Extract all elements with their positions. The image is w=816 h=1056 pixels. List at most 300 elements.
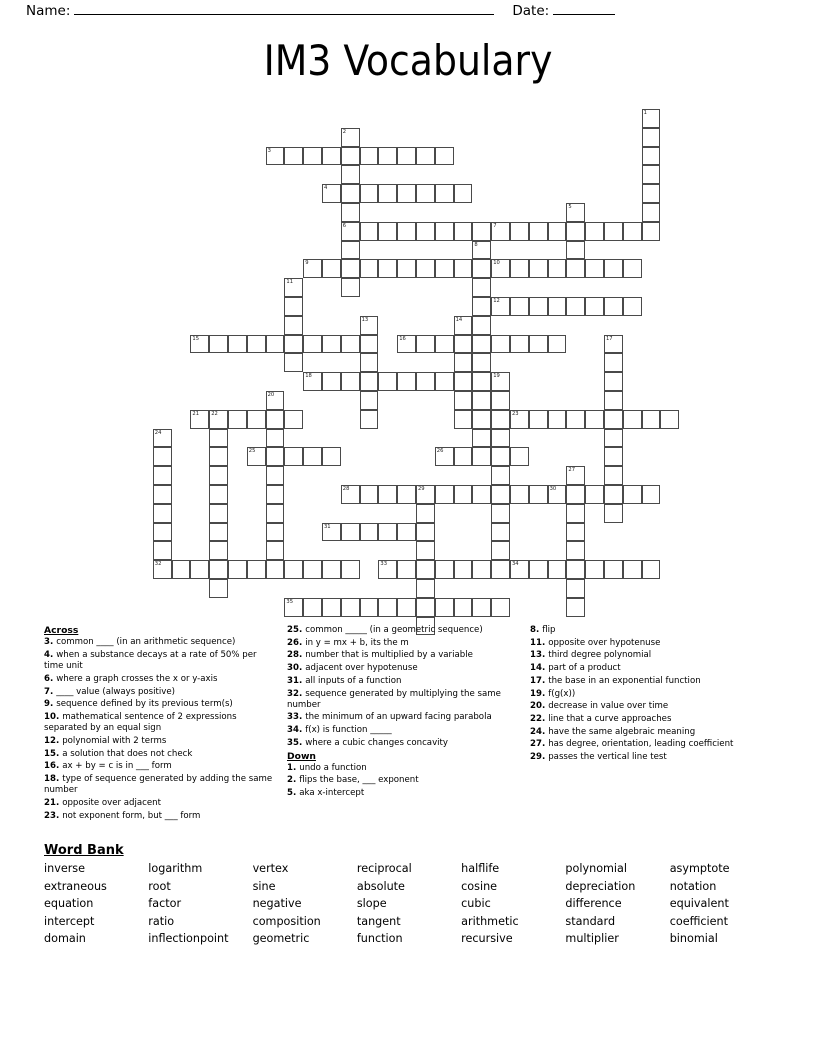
crossword-cell[interactable] <box>566 541 585 560</box>
crossword-cell[interactable] <box>416 335 435 354</box>
crossword-cell[interactable] <box>548 410 567 429</box>
crossword-cell[interactable] <box>341 523 360 542</box>
crossword-cell[interactable] <box>209 560 228 579</box>
crossword-cell[interactable] <box>416 523 435 542</box>
crossword-cell[interactable] <box>491 222 510 241</box>
crossword-cell[interactable] <box>284 410 303 429</box>
crossword-cell[interactable] <box>510 410 529 429</box>
crossword-cell[interactable] <box>341 222 360 241</box>
crossword-cell[interactable] <box>566 579 585 598</box>
crossword-cell[interactable] <box>266 391 285 410</box>
crossword-cell[interactable] <box>510 259 529 278</box>
crossword-cell[interactable] <box>435 259 454 278</box>
crossword-cell[interactable] <box>454 335 473 354</box>
crossword-cell[interactable] <box>397 259 416 278</box>
crossword-cell[interactable] <box>472 259 491 278</box>
crossword-cell[interactable] <box>360 147 379 166</box>
crossword-cell[interactable] <box>623 410 642 429</box>
clue-number: 2. <box>287 775 300 786</box>
crossword-cell[interactable] <box>416 504 435 523</box>
crossword-cell[interactable] <box>642 203 661 222</box>
crossword-cell[interactable] <box>548 297 567 316</box>
crossword-cell[interactable] <box>454 184 473 203</box>
crossword-cell-number: 24 <box>154 429 162 436</box>
crossword-cell[interactable] <box>341 335 360 354</box>
crossword-cell[interactable] <box>454 598 473 617</box>
crossword-cell[interactable] <box>378 523 397 542</box>
crossword-cell[interactable] <box>472 560 491 579</box>
clue-number: 10. <box>44 711 63 722</box>
crossword-cell[interactable] <box>209 579 228 598</box>
crossword-cell-number: 14 <box>455 316 463 323</box>
word-bank-item: reciprocal <box>356 862 412 875</box>
crossword-cell[interactable] <box>378 147 397 166</box>
crossword-cell[interactable] <box>604 259 623 278</box>
crossword-cell[interactable] <box>266 560 285 579</box>
crossword-cell[interactable] <box>566 297 585 316</box>
crossword-cell[interactable] <box>472 222 491 241</box>
crossword-cell[interactable] <box>416 372 435 391</box>
crossword-cell[interactable] <box>491 466 510 485</box>
crossword-cell[interactable] <box>566 504 585 523</box>
crossword-cell[interactable] <box>209 541 228 560</box>
crossword-cell[interactable] <box>491 372 510 391</box>
crossword-cell[interactable] <box>491 429 510 448</box>
crossword-cell[interactable] <box>472 410 491 429</box>
crossword-cell[interactable] <box>604 466 623 485</box>
crossword-cell[interactable] <box>529 560 548 579</box>
crossword-cell[interactable] <box>472 447 491 466</box>
crossword-cell[interactable] <box>529 222 548 241</box>
crossword-cell[interactable] <box>491 485 510 504</box>
crossword-cell[interactable] <box>153 504 172 523</box>
across-heading: Across <box>44 625 79 636</box>
crossword-cell[interactable] <box>604 447 623 466</box>
crossword-cell[interactable] <box>266 447 285 466</box>
crossword-cell[interactable] <box>303 372 322 391</box>
crossword-cell[interactable] <box>566 485 585 504</box>
crossword-cell[interactable] <box>566 259 585 278</box>
word-bank-item: halflife <box>461 862 500 875</box>
crossword-cell[interactable] <box>454 316 473 335</box>
crossword-cell[interactable] <box>491 523 510 542</box>
clue-item <box>287 738 520 749</box>
crossword-cell[interactable] <box>360 353 379 372</box>
crossword-cell[interactable] <box>247 447 266 466</box>
crossword-cell[interactable] <box>153 485 172 504</box>
crossword-cell[interactable] <box>642 410 661 429</box>
clue-text: adjacent over hypotenuse <box>305 663 418 674</box>
crossword-cell[interactable] <box>322 560 341 579</box>
word-bank-item: slope <box>356 897 387 910</box>
crossword-cell[interactable] <box>623 560 642 579</box>
crossword-cell[interactable] <box>360 335 379 354</box>
crossword-cell[interactable] <box>360 485 379 504</box>
crossword-cell[interactable] <box>397 598 416 617</box>
crossword-cell[interactable] <box>360 523 379 542</box>
crossword-cell[interactable] <box>604 485 623 504</box>
word-bank-item: standard <box>565 914 616 928</box>
crossword-cell[interactable] <box>604 222 623 241</box>
word-bank-item: coefficient <box>669 914 729 928</box>
crossword-cell-number: 1 <box>643 110 647 116</box>
clue-item <box>530 739 764 750</box>
crossword-cell[interactable] <box>284 560 303 579</box>
crossword-cell[interactable] <box>341 241 360 260</box>
crossword-cell[interactable] <box>472 335 491 354</box>
crossword-cell[interactable] <box>472 353 491 372</box>
crossword-cell[interactable] <box>341 184 360 203</box>
crossword-cell[interactable] <box>642 165 661 184</box>
crossword-cell-number: 19 <box>493 373 500 380</box>
crossword-cell[interactable] <box>284 598 303 617</box>
crossword-cell-number: 5 <box>568 204 572 210</box>
crossword-cell[interactable] <box>341 372 360 391</box>
crossword-cell[interactable] <box>303 259 322 278</box>
crossword-cell[interactable] <box>623 297 642 316</box>
crossword-cell[interactable] <box>454 447 473 466</box>
crossword-cell[interactable] <box>209 504 228 523</box>
name-write-line[interactable] <box>74 2 494 15</box>
word-bank-item: recursive <box>461 932 513 945</box>
crossword-cell[interactable] <box>642 184 661 203</box>
crossword-cell[interactable] <box>585 297 604 316</box>
crossword-cell[interactable] <box>397 523 416 542</box>
crossword-cell[interactable] <box>378 560 397 579</box>
crossword-cell[interactable] <box>585 259 604 278</box>
clue-item <box>530 676 764 687</box>
word-bank-item: extraneous <box>44 879 107 893</box>
word-bank-item: vertex <box>252 862 289 875</box>
crossword-cell[interactable] <box>228 560 247 579</box>
crossword-cell[interactable] <box>491 297 510 316</box>
crossword-cell[interactable] <box>284 147 303 166</box>
crossword-cell[interactable] <box>378 259 397 278</box>
crossword-cell[interactable] <box>284 278 303 297</box>
crossword-cell[interactable] <box>604 297 623 316</box>
crossword-cell[interactable] <box>341 278 360 297</box>
clue-item <box>44 650 277 672</box>
crossword-cell[interactable] <box>360 598 379 617</box>
crossword-cell[interactable] <box>566 410 585 429</box>
crossword-cell[interactable] <box>491 504 510 523</box>
crossword-cell[interactable] <box>416 147 435 166</box>
word-bank-item: notation <box>669 879 717 893</box>
crossword-cell[interactable] <box>416 184 435 203</box>
crossword-cell[interactable] <box>341 165 360 184</box>
crossword-cell[interactable] <box>153 523 172 542</box>
word-bank-item: cosine <box>461 879 498 893</box>
crossword-cell[interactable] <box>209 523 228 542</box>
crossword-cell[interactable] <box>435 598 454 617</box>
crossword-cell[interactable] <box>566 523 585 542</box>
crossword-cell[interactable] <box>266 147 285 166</box>
crossword-cell[interactable] <box>322 372 341 391</box>
crossword-cell[interactable] <box>397 222 416 241</box>
crossword-cell[interactable] <box>247 335 266 354</box>
clue-text: flips the base, ___ exponent <box>299 775 419 786</box>
crossword-cell[interactable] <box>623 259 642 278</box>
crossword-cell[interactable] <box>341 147 360 166</box>
crossword-cell[interactable] <box>566 222 585 241</box>
crossword-cell[interactable] <box>491 598 510 617</box>
crossword-cell[interactable] <box>266 335 285 354</box>
crossword-cell[interactable] <box>435 560 454 579</box>
crossword-cell[interactable] <box>529 335 548 354</box>
crossword-cell[interactable] <box>454 485 473 504</box>
crossword-cell[interactable] <box>642 128 661 147</box>
crossword-cell[interactable] <box>529 410 548 429</box>
crossword-cell[interactable] <box>472 241 491 260</box>
crossword-cell[interactable] <box>303 335 322 354</box>
crossword-cell[interactable] <box>378 222 397 241</box>
crossword-cell[interactable] <box>566 203 585 222</box>
crossword-cell[interactable] <box>397 485 416 504</box>
crossword-cell[interactable] <box>416 222 435 241</box>
crossword-cell[interactable] <box>303 598 322 617</box>
crossword-cell[interactable] <box>510 297 529 316</box>
crossword-cell[interactable] <box>190 560 209 579</box>
crossword-cell[interactable] <box>435 485 454 504</box>
crossword-cell[interactable] <box>341 598 360 617</box>
crossword-cell[interactable] <box>397 372 416 391</box>
crossword-cell[interactable] <box>209 466 228 485</box>
word-bank-item: equation <box>44 897 94 910</box>
crossword-cell[interactable] <box>491 447 510 466</box>
crossword-cell[interactable] <box>529 485 548 504</box>
crossword-cell[interactable] <box>266 410 285 429</box>
crossword-cell[interactable] <box>360 259 379 278</box>
crossword-grid[interactable] <box>0 100 816 620</box>
crossword-cell[interactable] <box>397 147 416 166</box>
crossword-cell[interactable] <box>454 259 473 278</box>
clue-text: f(x) is function _____ <box>305 725 392 736</box>
crossword-cell[interactable] <box>604 391 623 410</box>
crossword-cell[interactable] <box>322 184 341 203</box>
crossword-cell[interactable] <box>585 560 604 579</box>
crossword-cell[interactable] <box>153 466 172 485</box>
crossword-cell-number: 10 <box>493 260 500 267</box>
crossword-cell[interactable] <box>566 560 585 579</box>
crossword-cell[interactable] <box>585 485 604 504</box>
crossword-cell[interactable] <box>378 485 397 504</box>
crossword-cell[interactable] <box>604 353 623 372</box>
crossword-cell[interactable] <box>623 485 642 504</box>
crossword-cell[interactable] <box>604 429 623 448</box>
crossword-cell[interactable] <box>247 560 266 579</box>
crossword-cell[interactable] <box>548 485 567 504</box>
crossword-cell[interactable] <box>266 466 285 485</box>
crossword-cell[interactable] <box>604 560 623 579</box>
crossword-cell[interactable] <box>454 410 473 429</box>
crossword-cell[interactable] <box>153 560 172 579</box>
crossword-cell[interactable] <box>435 335 454 354</box>
crossword-cell[interactable] <box>510 222 529 241</box>
crossword-cell[interactable] <box>322 259 341 278</box>
clue-number: 32. <box>287 688 306 699</box>
crossword-cell[interactable] <box>454 353 473 372</box>
crossword-cell[interactable] <box>472 485 491 504</box>
crossword-cell[interactable] <box>435 372 454 391</box>
crossword-cell[interactable] <box>303 447 322 466</box>
crossword-cell[interactable] <box>228 335 247 354</box>
crossword-cell[interactable] <box>284 353 303 372</box>
crossword-cell[interactable] <box>360 391 379 410</box>
crossword-cell[interactable] <box>284 335 303 354</box>
crossword-cell[interactable] <box>416 259 435 278</box>
crossword-cell[interactable] <box>322 147 341 166</box>
crossword-cell[interactable] <box>510 447 529 466</box>
crossword-cell[interactable] <box>416 485 435 504</box>
crossword-cell[interactable] <box>322 598 341 617</box>
crossword-cell[interactable] <box>435 184 454 203</box>
crossword-cell[interactable] <box>341 203 360 222</box>
crossword-cell[interactable] <box>642 222 661 241</box>
crossword-cell[interactable] <box>585 222 604 241</box>
crossword-cell[interactable] <box>360 222 379 241</box>
crossword-cell[interactable] <box>435 222 454 241</box>
crossword-cell[interactable] <box>360 316 379 335</box>
crossword-cell[interactable] <box>510 560 529 579</box>
clue-item <box>44 736 277 747</box>
crossword-cell[interactable] <box>322 447 341 466</box>
crossword-cell[interactable] <box>660 410 679 429</box>
crossword-cell[interactable] <box>303 560 322 579</box>
crossword-cell[interactable] <box>491 410 510 429</box>
crossword-cell[interactable] <box>472 372 491 391</box>
clue-item <box>530 701 764 712</box>
crossword-cell[interactable] <box>566 598 585 617</box>
crossword-cell[interactable] <box>360 410 379 429</box>
crossword-cell[interactable] <box>548 560 567 579</box>
crossword-cell[interactable] <box>378 184 397 203</box>
crossword-cell[interactable] <box>378 372 397 391</box>
crossword-cell[interactable] <box>529 259 548 278</box>
crossword-cell[interactable] <box>378 598 397 617</box>
crossword-cell[interactable] <box>360 184 379 203</box>
crossword-cell[interactable] <box>284 316 303 335</box>
crossword-cell[interactable] <box>491 335 510 354</box>
crossword-cell[interactable] <box>623 222 642 241</box>
crossword-cell[interactable] <box>190 410 209 429</box>
clue-number: 4. <box>44 649 57 660</box>
crossword-cell[interactable] <box>529 297 548 316</box>
crossword-cell[interactable] <box>341 560 360 579</box>
crossword-cell[interactable] <box>604 335 623 354</box>
crossword-cell[interactable] <box>472 391 491 410</box>
crossword-cell[interactable] <box>266 429 285 448</box>
crossword-cell[interactable] <box>454 372 473 391</box>
crossword-cell[interactable] <box>548 335 567 354</box>
crossword-cell[interactable] <box>190 335 209 354</box>
crossword-cell[interactable] <box>435 447 454 466</box>
clue-item <box>530 689 764 700</box>
crossword-cell[interactable] <box>172 560 191 579</box>
crossword-cell[interactable] <box>284 447 303 466</box>
crossword-cell[interactable] <box>266 485 285 504</box>
crossword-cell[interactable] <box>416 579 435 598</box>
clue-item <box>287 775 520 786</box>
crossword-cell[interactable] <box>548 222 567 241</box>
crossword-cell[interactable] <box>472 316 491 335</box>
crossword-cell[interactable] <box>209 485 228 504</box>
crossword-cell[interactable] <box>491 541 510 560</box>
crossword-cell[interactable] <box>266 523 285 542</box>
crossword-cell[interactable] <box>642 560 661 579</box>
clue-text: sequence generated by multiplying the same number <box>287 688 501 710</box>
crossword-cell[interactable] <box>566 241 585 260</box>
crossword-cell[interactable] <box>209 410 228 429</box>
crossword-cell[interactable] <box>153 447 172 466</box>
crossword-cell[interactable] <box>416 598 435 617</box>
crossword-cell[interactable] <box>566 466 585 485</box>
crossword-cell[interactable] <box>642 109 661 128</box>
crossword-cell[interactable] <box>642 147 661 166</box>
crossword-cell[interactable] <box>322 335 341 354</box>
crossword-cell[interactable] <box>341 128 360 147</box>
crossword-cell[interactable] <box>472 297 491 316</box>
crossword-cell[interactable] <box>209 447 228 466</box>
crossword-cell[interactable] <box>247 410 266 429</box>
name-date-bar <box>26 2 790 26</box>
crossword-cell[interactable] <box>266 504 285 523</box>
crossword-cell[interactable] <box>454 222 473 241</box>
crossword-cell[interactable] <box>585 410 604 429</box>
crossword-cell[interactable] <box>454 560 473 579</box>
crossword-cell[interactable] <box>491 560 510 579</box>
crossword-cell[interactable] <box>266 541 285 560</box>
crossword-cell[interactable] <box>548 259 567 278</box>
crossword-cell[interactable] <box>209 335 228 354</box>
crossword-cell[interactable] <box>454 391 473 410</box>
crossword-cell[interactable] <box>303 147 322 166</box>
clue-text: opposite over adjacent <box>62 797 161 808</box>
crossword-cell[interactable] <box>472 429 491 448</box>
crossword-cell[interactable] <box>510 485 529 504</box>
crossword-cell[interactable] <box>341 485 360 504</box>
crossword-cell[interactable] <box>228 410 247 429</box>
crossword-cell-number: 3 <box>267 147 271 154</box>
crossword-cell[interactable] <box>604 410 623 429</box>
crossword-cell[interactable] <box>397 560 416 579</box>
crossword-cell[interactable] <box>642 485 661 504</box>
crossword-cell[interactable] <box>397 335 416 354</box>
crossword-cell[interactable] <box>510 335 529 354</box>
crossword-cell[interactable] <box>491 391 510 410</box>
word-bank-item: arithmetic <box>461 914 519 928</box>
crossword-cell[interactable] <box>416 560 435 579</box>
crossword-cell[interactable] <box>491 259 510 278</box>
crossword-cell[interactable] <box>397 184 416 203</box>
crossword-cell[interactable] <box>604 372 623 391</box>
crossword-cell[interactable] <box>209 429 228 448</box>
date-write-line[interactable] <box>553 2 615 15</box>
crossword-cell[interactable] <box>322 523 341 542</box>
crossword-cell[interactable] <box>341 259 360 278</box>
crossword-cell[interactable] <box>435 147 454 166</box>
crossword-cell[interactable] <box>153 429 172 448</box>
crossword-cell[interactable] <box>360 372 379 391</box>
crossword-cell[interactable] <box>153 541 172 560</box>
clue-item <box>530 727 764 738</box>
crossword-cell[interactable] <box>416 541 435 560</box>
crossword-cell[interactable] <box>472 278 491 297</box>
crossword-cell[interactable] <box>284 297 303 316</box>
date-label: Date: <box>512 3 550 19</box>
crossword-cell[interactable] <box>472 598 491 617</box>
word-bank-item: root <box>148 879 171 893</box>
crossword-cell[interactable] <box>604 504 623 523</box>
